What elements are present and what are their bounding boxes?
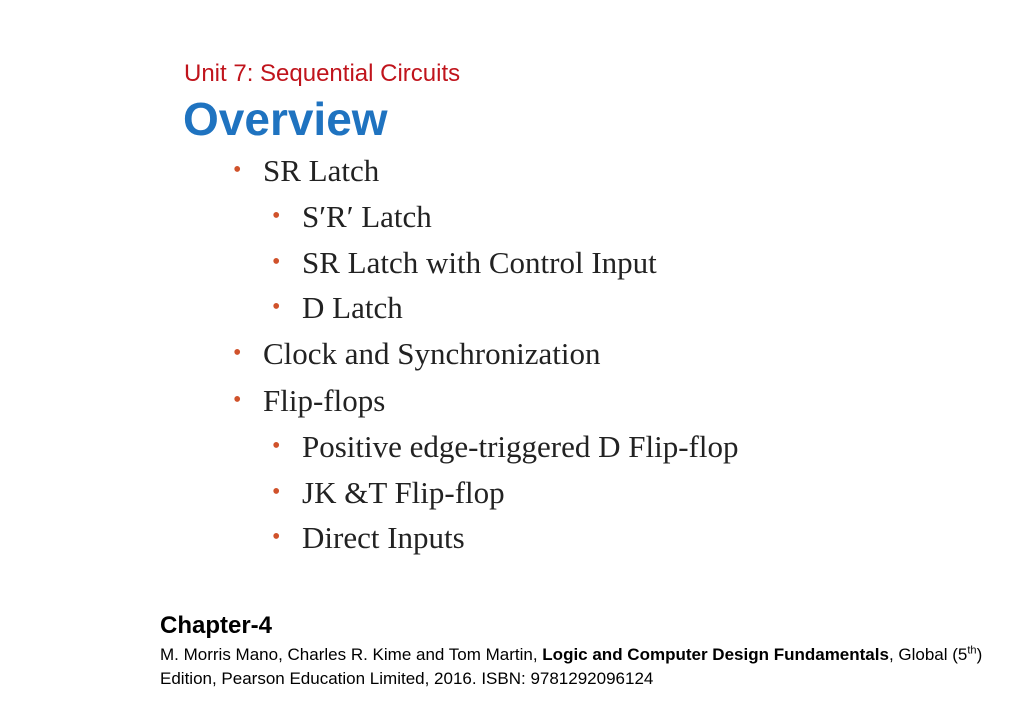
citation-book-title: Logic and Computer Design Fundamentals [542, 645, 889, 664]
chapter-label: Chapter-4 [160, 612, 273, 639]
citation-edition-sup: th [967, 644, 977, 657]
citation-edition-suffix: ) Edition, Pearson Education Limited, 2016. ISBN: 9781292096124 [160, 645, 983, 688]
page-title: Overview [183, 93, 388, 145]
bullet-text: Flip-flops [263, 383, 386, 418]
bullet-item [272, 475, 505, 510]
bullet-item [272, 520, 465, 555]
bullet-dot-icon: • [272, 524, 281, 550]
bullet-dot-icon: • [233, 340, 242, 366]
bullet-text: JK &T Flip-flop [302, 475, 505, 510]
bullet-text: SR Latch [263, 153, 380, 188]
bullet-item [272, 290, 403, 325]
bullet-item [233, 153, 380, 188]
bullet-item [233, 336, 601, 371]
unit-title: Unit 7: Sequential Circuits [184, 60, 461, 87]
bullet-dot-icon: • [272, 294, 281, 320]
bullet-text: Direct Inputs [302, 520, 465, 555]
bullet-item [233, 383, 386, 418]
bullet-text: S′R′ Latch [302, 199, 432, 234]
bullet-text: Positive edge-triggered D Flip-flop [302, 429, 739, 464]
bullet-text: SR Latch with Control Input [302, 245, 657, 280]
bullet-dot-icon: • [233, 387, 242, 413]
bullet-item [272, 245, 657, 280]
bullet-item [272, 199, 432, 234]
citation-authors: M. Morris Mano, Charles R. Kime and Tom Martin, [160, 645, 543, 664]
bullet-dot-icon: • [272, 249, 281, 275]
bullet-dot-icon: • [272, 433, 281, 459]
bullet-dot-icon: • [233, 157, 242, 183]
citation-edition-prefix: , Global (5 [888, 645, 968, 664]
bullet-dot-icon: • [272, 203, 281, 229]
bullet-text: Clock and Synchronization [263, 336, 601, 371]
bullet-text: D Latch [302, 290, 403, 325]
reference-citation [160, 643, 1000, 691]
bullet-item [272, 429, 739, 464]
bullet-dot-icon: • [272, 479, 281, 505]
